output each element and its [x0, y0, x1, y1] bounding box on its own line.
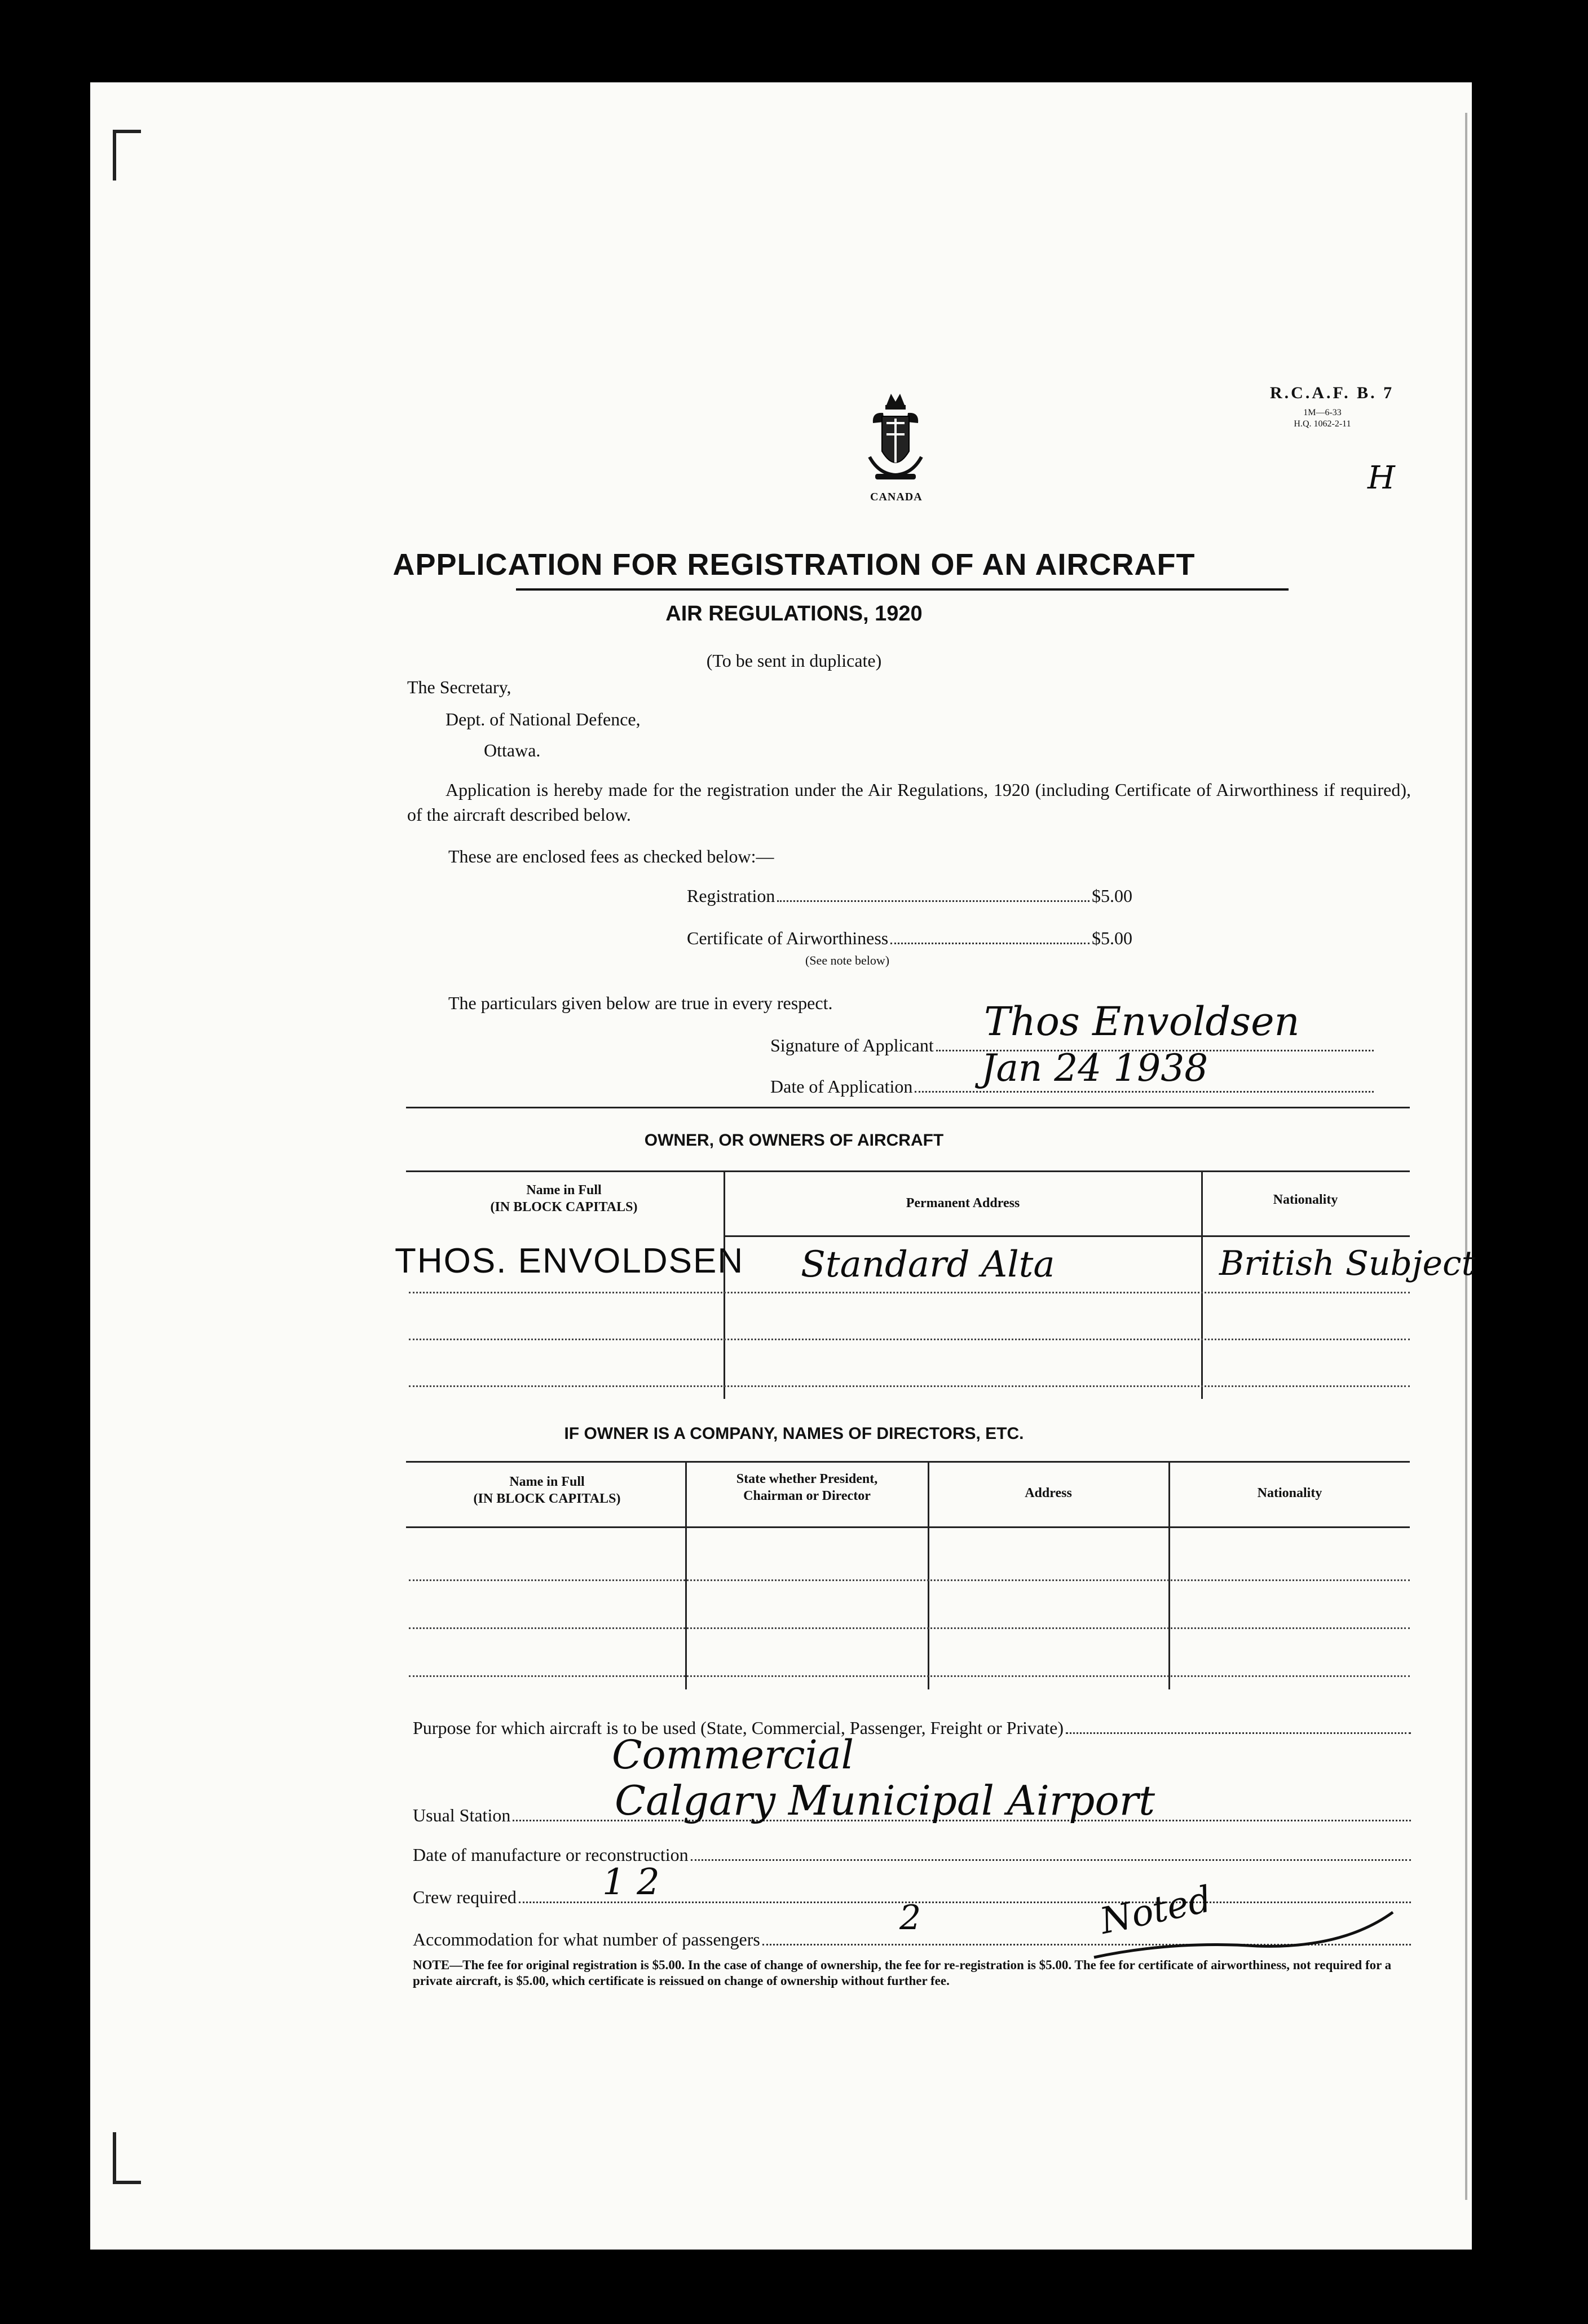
intro-paragraph: Application is hereby made for the registration under the Air Regulations, 1920 (including Certificate of Airworthiness if required), of the aircraft described below.	[407, 780, 1411, 825]
directors-row-line-2	[409, 1627, 1410, 1629]
crop-mark-bottom-left	[113, 2132, 116, 2183]
owners-col-name-label: Name in Full	[526, 1183, 602, 1198]
directors-col-role-sub: Chairman or Director	[743, 1489, 871, 1503]
crop-mark-bottom-left-h	[113, 2181, 141, 2184]
owners-col-name	[417, 1182, 711, 1216]
address-line-1: The Secretary,	[407, 677, 511, 697]
owners-row-line-3	[409, 1385, 1410, 1387]
directors-row-line-1	[409, 1579, 1410, 1581]
address-line-3: Ottawa.	[484, 740, 541, 760]
owners-heading: OWNER, OR OWNERS OF AIRCRAFT	[644, 1131, 944, 1150]
page-subtitle: AIR REGULATIONS, 1920	[665, 602, 923, 626]
directors-col-address: Address	[1025, 1486, 1072, 1500]
purpose-value: Commercial	[612, 1732, 854, 1778]
certificate-fee: $5.00	[1092, 928, 1132, 948]
crop-mark-top-left-h	[113, 130, 141, 133]
signature-value: Thos Envoldsen	[984, 998, 1300, 1045]
directors-col-divider-3	[1168, 1461, 1170, 1689]
form-sub-line-2: H.Q. 1062-2-11	[1294, 419, 1351, 429]
noted-initials: Noted	[1096, 1878, 1215, 1943]
certificate-leader	[890, 943, 1089, 944]
passengers-label: Accommodation for what number of passengers	[413, 1929, 760, 1949]
form-reference	[1291, 407, 1353, 430]
fees-lead: These are enclosed fees as checked below:—	[448, 846, 774, 866]
directors-col-name	[417, 1473, 677, 1507]
directors-col-divider-2	[928, 1461, 929, 1689]
purpose-label: Purpose for which aircraft is to be used (State, Commercial, Passenger, Freight or Private)	[413, 1718, 1064, 1738]
duplicate-note: (To be sent in duplicate)	[706, 650, 882, 671]
registration-leader	[777, 900, 1089, 902]
owners-table-top	[406, 1170, 1410, 1172]
owners-header-rule	[724, 1235, 1410, 1237]
section-rule-owners	[406, 1107, 1410, 1108]
canada-coat-of-arms	[862, 389, 929, 491]
fee-note: NOTE—The fee for original registration is $5.00. In the case of change of ownership, the fee for re-registration is $5.00. The fee for certificate of airworthiness, not required for a private aircraft, is $5.00, which certificate is reissued on change of ownership without further fee.	[413, 1958, 1392, 1988]
directors-table-top	[406, 1461, 1410, 1463]
owners-row-line-1	[409, 1292, 1410, 1293]
owners-row-line-2	[409, 1339, 1410, 1340]
title-underline	[516, 588, 1289, 591]
directors-row-line-3	[409, 1675, 1410, 1677]
crest-label: CANADA	[870, 491, 923, 503]
owners-col-divider-1	[724, 1170, 725, 1399]
directors-header-rule	[406, 1526, 1410, 1528]
crew-label: Crew required	[413, 1887, 517, 1907]
manufacture-row	[413, 1845, 1411, 1865]
address-line-2: Dept. of National Defence,	[445, 709, 641, 729]
signature-label: Signature of Applicant	[770, 1035, 934, 1055]
directors-col-role-label: State whether President,	[736, 1472, 878, 1486]
date-value: Jan 24 1938	[981, 1046, 1208, 1090]
directors-col-name-label: Name in Full	[509, 1474, 585, 1489]
declaration: The particulars given below are true in every respect.	[448, 993, 833, 1013]
passengers-value: 2	[899, 1898, 921, 1938]
directors-col-divider-1	[685, 1461, 687, 1689]
crew-value: 1 2	[602, 1861, 660, 1903]
purpose-row	[413, 1718, 1411, 1738]
form-code: R.C.A.F. B. 7	[1270, 384, 1395, 402]
owner-nationality-value: British Subject	[1219, 1244, 1475, 1283]
form-sub-line-1: 1M—6-33	[1303, 408, 1342, 417]
directors-col-nationality: Nationality	[1257, 1486, 1322, 1500]
owners-col-address: Permanent Address	[906, 1196, 1020, 1211]
owners-col-nationality: Nationality	[1273, 1192, 1338, 1207]
owner-name-value: THOS. ENVOLDSEN	[395, 1242, 744, 1280]
directors-col-name-sub: (IN BLOCK CAPITALS)	[473, 1491, 621, 1506]
date-label: Date of Application	[770, 1076, 913, 1097]
owners-col-name-sub: (IN BLOCK CAPITALS)	[490, 1200, 638, 1214]
crop-mark-top-left	[113, 130, 116, 181]
station-value: Calgary Municipal Airport	[615, 1777, 1155, 1824]
date-line	[915, 1091, 1374, 1093]
margin-mark: H	[1368, 460, 1395, 496]
certificate-fee-row	[687, 928, 1132, 949]
registration-fee-row	[687, 886, 1132, 906]
station-label: Usual Station	[413, 1805, 511, 1825]
manufacture-line	[691, 1859, 1411, 1861]
directors-heading: IF OWNER IS A COMPANY, NAMES OF DIRECTORS, ETC.	[564, 1424, 1024, 1443]
page-title: APPLICATION FOR REGISTRATION OF AN AIRCRAFT	[392, 548, 1196, 582]
see-note-below: (See note below)	[805, 953, 890, 967]
owner-address-value: Standard Alta	[801, 1244, 1055, 1286]
registration-fee: $5.00	[1092, 886, 1132, 906]
crop-mark-right	[1465, 113, 1467, 2200]
owners-col-divider-2	[1201, 1170, 1203, 1399]
certificate-label: Certificate of Airworthiness	[687, 928, 889, 948]
registration-label: Registration	[687, 886, 775, 906]
directors-col-role	[689, 1471, 925, 1504]
manufacture-label: Date of manufacture or reconstruction	[413, 1845, 689, 1865]
purpose-line	[1066, 1732, 1411, 1734]
